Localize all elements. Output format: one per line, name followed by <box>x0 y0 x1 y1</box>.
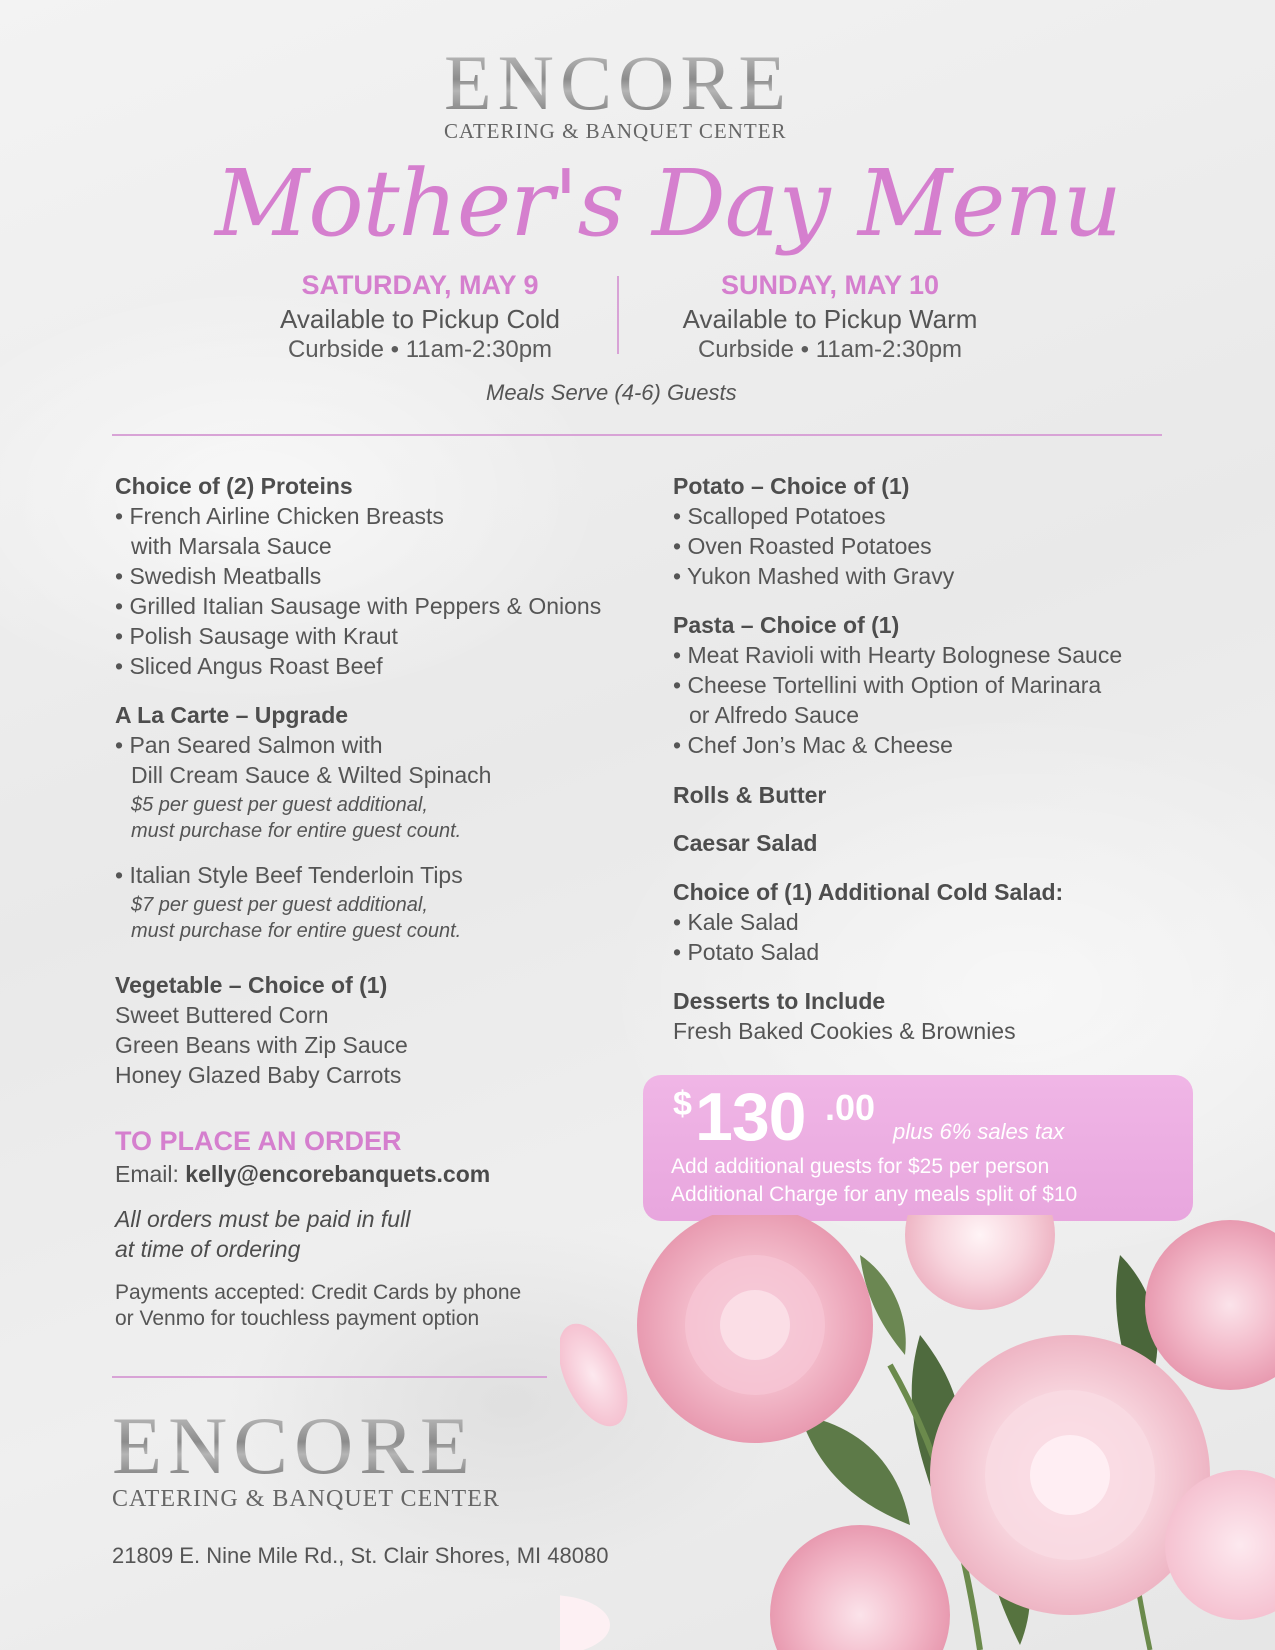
price-currency: $ <box>673 1085 692 1123</box>
list-item: • French Airline Chicken Breasts <box>115 503 444 529</box>
payments-line: Payments accepted: Credit Cards by phone <box>115 1281 522 1304</box>
upgrade-section <box>115 700 491 944</box>
footer-logo: ENCORE <box>112 1400 476 1491</box>
list-item: • Sliced Angus Roast Beef <box>115 653 383 679</box>
list-item: • Meat Ravioli with Hearty Bolognese Sauce <box>673 642 1123 668</box>
additional-guests-note: Add additional guests for $25 per person <box>671 1155 1050 1178</box>
pasta-section <box>673 610 1122 760</box>
price-amount: 130 <box>695 1079 806 1155</box>
payments-accepted <box>115 1280 521 1332</box>
payment-terms <box>115 1204 410 1264</box>
beef-price-note: $7 per guest per guest additional, <box>131 894 428 916</box>
saturday-pickup: Available to Pickup Cold <box>280 304 560 334</box>
petal-icon <box>560 1595 610 1650</box>
list-item: • Cheese Tortellini with Option of Marinara <box>673 672 1102 698</box>
saturday-time: Curbside • 11am-2:30pm <box>287 336 553 363</box>
potato-heading: Potato – Choice of (1) <box>673 473 910 499</box>
upgrade-heading: A La Carte – Upgrade <box>115 702 349 728</box>
list-item: • Potato Salad <box>673 939 820 965</box>
price-box <box>643 1075 1193 1221</box>
payment-terms-line: All orders must be paid in full <box>115 1206 411 1232</box>
list-item: or Alfredo Sauce <box>689 702 860 728</box>
pasta-heading: Pasta – Choice of (1) <box>673 612 900 638</box>
rolls-heading: Rolls & Butter <box>673 782 827 808</box>
sunday-heading: SUNDAY, MAY 10 <box>720 270 940 300</box>
list-item: Fresh Baked Cookies & Brownies <box>673 1018 1016 1044</box>
proteins-section <box>115 471 601 681</box>
email-line <box>115 1161 490 1188</box>
beef-price-note: must purchase for entire guest count. <box>131 920 462 942</box>
desserts-section <box>673 986 1016 1046</box>
leaf-icon <box>800 1415 910 1525</box>
list-item: • Chef Jon’s Mac & Cheese <box>673 732 953 758</box>
cold-salad-section <box>673 877 1063 967</box>
petal-icon <box>560 1313 642 1436</box>
list-item: • Kale Salad <box>673 909 799 935</box>
salmon-price-note: must purchase for entire guest count. <box>131 820 462 842</box>
serves-note: Meals Serve (4-6) Guests <box>486 380 737 405</box>
header-logo-subtitle: CATERING & BANQUET CENTER <box>444 119 787 143</box>
peony-icon <box>1145 1220 1275 1390</box>
peony-flowers-decoration <box>560 1215 1275 1650</box>
page-title: Mother's Day Menu <box>215 150 1121 257</box>
day-divider <box>617 276 619 354</box>
list-item: Sweet Buttered Corn <box>115 1002 329 1028</box>
split-charge-note: Additional Charge for any meals split of $10 <box>671 1183 1078 1206</box>
footer-logo-subtitle: CATERING & BANQUET CENTER <box>112 1486 500 1512</box>
peony-icon <box>770 1525 950 1650</box>
list-item: with Marsala Sauce <box>131 533 332 559</box>
list-item: • Grilled Italian Sausage with Peppers & Onions <box>115 593 602 619</box>
vegetable-heading: Vegetable – Choice of (1) <box>115 972 388 998</box>
price-tax-note: plus 6% sales tax <box>893 1119 1065 1144</box>
sunday-pickup: Available to Pickup Warm <box>682 304 978 334</box>
list-item: • Yukon Mashed with Gravy <box>673 563 955 589</box>
payments-line: or Venmo for touchless payment option <box>115 1307 480 1330</box>
saturday-heading: SATURDAY, MAY 9 <box>301 270 539 300</box>
list-item: • Swedish Meatballs <box>115 563 322 589</box>
email-link[interactable]: kelly@encorebanquets.com <box>185 1161 491 1187</box>
potato-section <box>673 471 954 591</box>
list-item: • Polish Sausage with Kraut <box>115 623 398 649</box>
proteins-heading: Choice of (2) Proteins <box>115 473 353 499</box>
list-item: Green Beans with Zip Sauce <box>115 1032 408 1058</box>
header-logo: ENCORE <box>444 39 792 126</box>
footer-divider <box>112 1376 547 1378</box>
desserts-heading: Desserts to Include <box>673 988 886 1014</box>
salmon-price-note: $5 per guest per guest additional, <box>131 794 428 816</box>
cold-salad-heading: Choice of (1) Additional Cold Salad: <box>673 879 1064 905</box>
sunday-block <box>650 272 1010 362</box>
vegetable-section <box>115 970 408 1090</box>
price-cents: .00 <box>825 1087 876 1128</box>
order-heading: TO PLACE AN ORDER <box>115 1126 402 1156</box>
payment-terms-line: at time of ordering <box>115 1236 301 1262</box>
list-item: • Scalloped Potatoes <box>673 503 886 529</box>
email-label: Email: <box>115 1161 179 1187</box>
list-item: Dill Cream Sauce & Wilted Spinach <box>131 762 492 788</box>
list-item: • Oven Roasted Potatoes <box>673 533 932 559</box>
header-divider <box>112 434 1162 436</box>
list-item: Honey Glazed Baby Carrots <box>115 1062 402 1088</box>
address: 21809 E. Nine Mile Rd., St. Clair Shores, MI 48080 <box>112 1543 609 1568</box>
list-item: • Italian Style Beef Tenderloin Tips <box>115 862 463 888</box>
list-item: • Pan Seared Salmon with <box>115 732 383 758</box>
caesar-heading: Caesar Salad <box>673 830 818 856</box>
peony-icon <box>905 1215 1055 1310</box>
sunday-time: Curbside • 11am-2:30pm <box>697 336 963 363</box>
saturday-block <box>240 272 600 362</box>
